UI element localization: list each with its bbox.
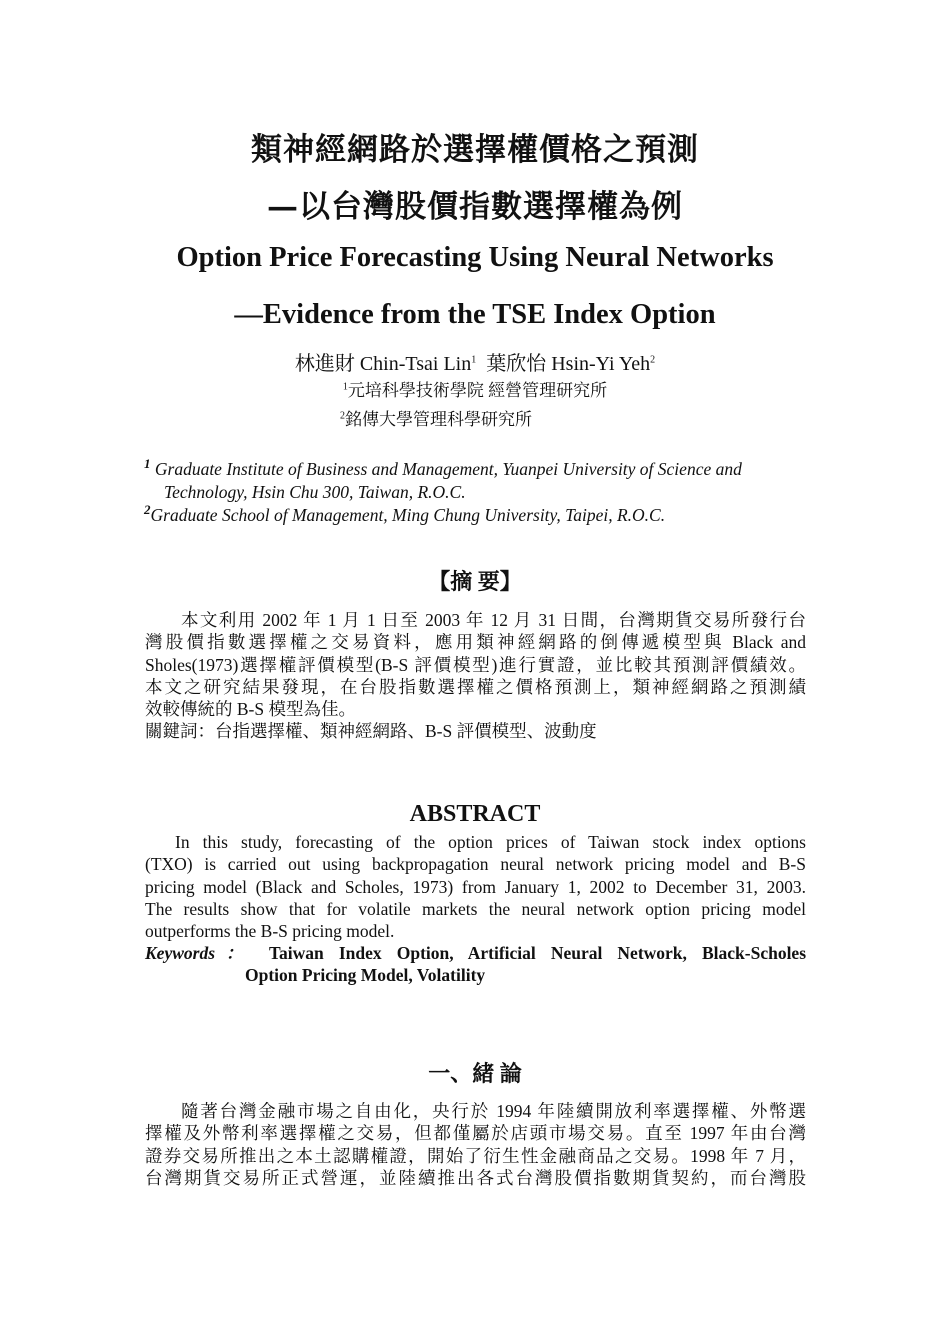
affiliation-en-2-num: 2 [144, 502, 151, 518]
affiliation-zh-2-text: 銘傳大學管理科學研究所 [345, 410, 532, 429]
abstract-zh-line: 效較傳統的 B-S 模型為佳。 [145, 699, 356, 720]
author2-sup: 2 [650, 354, 656, 366]
affiliation-en-1-line1 [144, 458, 809, 481]
intro-line: 擇權及外幣利率選擇權之交易，但都僅屬於店頭市場交易。直至 1997 年由台灣 [145, 1123, 806, 1144]
abstract-en-line: pricing model (Black and Scholes, 1973) from January 1, 2002 to December 31, 2003. [145, 876, 806, 897]
abstract-zh-line: 本文之研究結果發現，在台股指數選擇權之價格預測上，類神經網路之預測績 [145, 676, 806, 697]
affiliation-en-2-text: Graduate School of Management, Ming Chung University, Taipei, R.O.C. [150, 505, 666, 525]
abstract-en-line: outperforms the B-S pricing model. [145, 921, 395, 942]
intro-line: 證券交易所推出之本土認購權證，開始了衍生性金融商品之交易。1998 年 7 月， [145, 1145, 806, 1166]
intro-body [145, 1100, 806, 1189]
abstract-en-line: In this study, forecasting of the option prices of Taiwan stock index options [175, 832, 806, 852]
author-line [0, 347, 950, 376]
title-en-line2: —Evidence from the TSE Index Option [234, 299, 716, 330]
affiliation-zh-2 [0, 405, 950, 430]
author2-zh: 葉欣怡 [486, 353, 547, 375]
abstract-zh-heading: 【摘 要】 [428, 569, 522, 594]
intro-heading: 一、緒 論 [428, 1061, 522, 1086]
abstract-zh-line: 本文利用 2002 年 1 月 1 日至 2003 年 12 月 31 日間，台灣期貨交易所發行台 [181, 610, 806, 630]
affiliations-en [144, 458, 809, 527]
affiliation-zh-1-num: 1 [342, 381, 348, 393]
abstract-zh-line: Sholes(1973)選擇權評價模型(B-S 評價模型)進行實證，並比較其預測評價績效。 [145, 654, 806, 675]
title-en-line1: Option Price Forecasting Using Neural Networks [176, 242, 774, 273]
abstract-en-heading: ABSTRACT [409, 801, 541, 827]
intro-line: 台灣期貨交易所正式營運，並陸續推出各式台灣股價指數期貨契約，而台灣股 [145, 1167, 806, 1188]
author1-sup: 1 [471, 354, 477, 366]
affiliation-zh-1 [0, 376, 950, 401]
keywords-line1 [145, 942, 806, 964]
keywords-text-1: Taiwan Index Option, Artificial Neural Network, Black-Scholes [268, 943, 807, 963]
title-zh-line1: 類神經網路於選擇權價格之預測 [251, 132, 699, 168]
affiliation-en-1-num: 1 [144, 456, 151, 472]
author2-en: Hsin-Yi Yeh [551, 353, 651, 375]
affiliation-en-1-text: Graduate Institute of Business and Management, Yuanpei University of Science and [154, 459, 742, 479]
abstract-zh-line: 灣股價指數選擇權之交易資料，應用類神經網路的倒傳遞模型與 Black and [145, 632, 806, 653]
abstract-en-keywords [145, 942, 806, 987]
author1-en: Chin-Tsai Lin [359, 353, 472, 375]
title-zh-line2: —以台灣股價指數選擇權為例 [267, 189, 683, 225]
keywords-label: Keywords： [145, 943, 254, 963]
abstract-zh-keywords: 關鍵詞：台指選擇權、類神經網路、B-S 評價模型、波動度 [145, 721, 597, 742]
affiliation-zh-2-num: 2 [340, 410, 345, 422]
intro-line: 隨著台灣金融市場之自由化，央行於 1994 年陸續開放利率選擇權、外幣選 [181, 1101, 806, 1121]
abstract-en-line: (TXO) is carried out using backpropagation neural network pricing model and B-S [145, 854, 806, 875]
abstract-zh-body [145, 609, 806, 743]
affiliation-zh-1-text: 元培科學技術學院 經營管理研究所 [347, 381, 608, 400]
abstract-en-line: The results show that for volatile markets the neural network option pricing model [145, 898, 806, 919]
author1-zh: 林進財 [294, 353, 355, 375]
keywords-text-2: Option Pricing Model, Volatility [245, 965, 486, 986]
abstract-en-body [145, 831, 806, 942]
affiliation-en-1-line2: Technology, Hsin Chu 300, Taiwan, R.O.C. [164, 482, 466, 502]
affiliation-en-2-line1 [144, 504, 809, 527]
